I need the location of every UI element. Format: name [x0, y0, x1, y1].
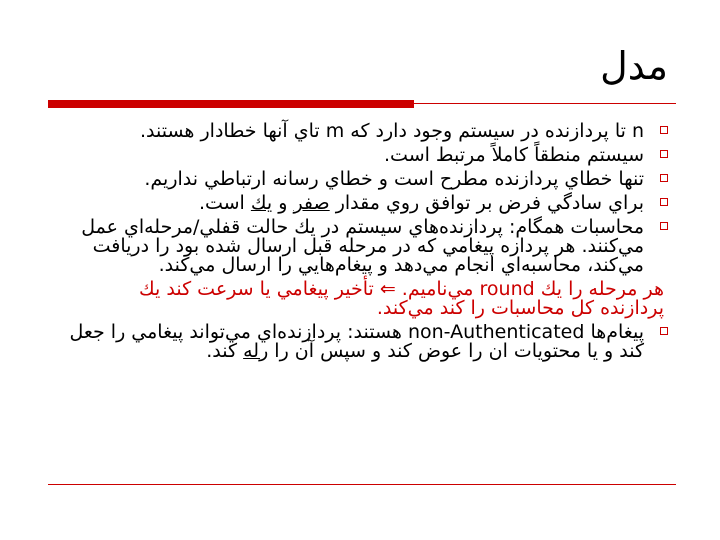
hollow-square-icon — [660, 327, 668, 335]
underlined-word-one: يك — [250, 192, 273, 214]
list-item-text: براي سادگي فرض بر توافق روي مقدار — [329, 192, 644, 214]
title-underline-thick — [48, 100, 414, 108]
list-item-text: و — [272, 192, 294, 214]
list-item-text: است. — [198, 192, 251, 214]
highlight-note: هر مرحله را يك round مي‌ناميم. ⇐ تأخير پيغامي يا سرعت کند يك پردازنده کل محاسبات را کند مي‌کند. — [139, 278, 664, 319]
list-item-text: محاسبات همگام: پردازنده‌هاي سيستم در يك حالت قفلي/مرحله‌اي عمل مي‌کنند. هر پردازه پيغامي که در مرحله قبل ارسال شده بود را دريافت مي‌کند، محاسبه‌اي انجام مي‌دهد و پيغام‌هايي را ارسال مي‌کند. — [81, 216, 644, 276]
list-item-text: سيستم منطقاً کاملاً مرتبط است. — [384, 144, 644, 166]
hollow-square-icon — [660, 198, 668, 206]
list-item — [50, 218, 670, 275]
list-item — [50, 146, 670, 165]
underlined-word-zero: صفر — [293, 192, 330, 214]
list-item-text: n تا پردازنده در سيستم وجود دارد که m تاي آنها خطادار هستند. — [140, 120, 644, 142]
list-item — [50, 194, 670, 213]
list-item-text: کند. — [206, 340, 244, 362]
hollow-square-icon — [660, 150, 668, 158]
hollow-square-icon — [660, 174, 668, 182]
list-item-text: پيغام‌ها non-Authenticated هستند: پردازنده‌اي مي‌تواند پيغامي را جعل کند و يا محتويات ان را عوض کند و سپس آن را — [69, 321, 644, 362]
underlined-word-relay: رله — [243, 340, 269, 362]
hollow-square-icon — [660, 126, 668, 134]
footer-rule — [48, 484, 676, 485]
list-item-text: تنها خطاي پردازنده مطرح است و خطاي رسانه ارتباطي نداريم. — [144, 168, 644, 190]
slide-title: مدل — [600, 44, 668, 88]
list-item — [50, 170, 670, 189]
bullet-list — [50, 122, 670, 366]
list-item — [50, 323, 670, 361]
title-underline-thin — [414, 103, 676, 104]
list-item — [50, 122, 670, 141]
hollow-square-icon — [660, 222, 668, 230]
